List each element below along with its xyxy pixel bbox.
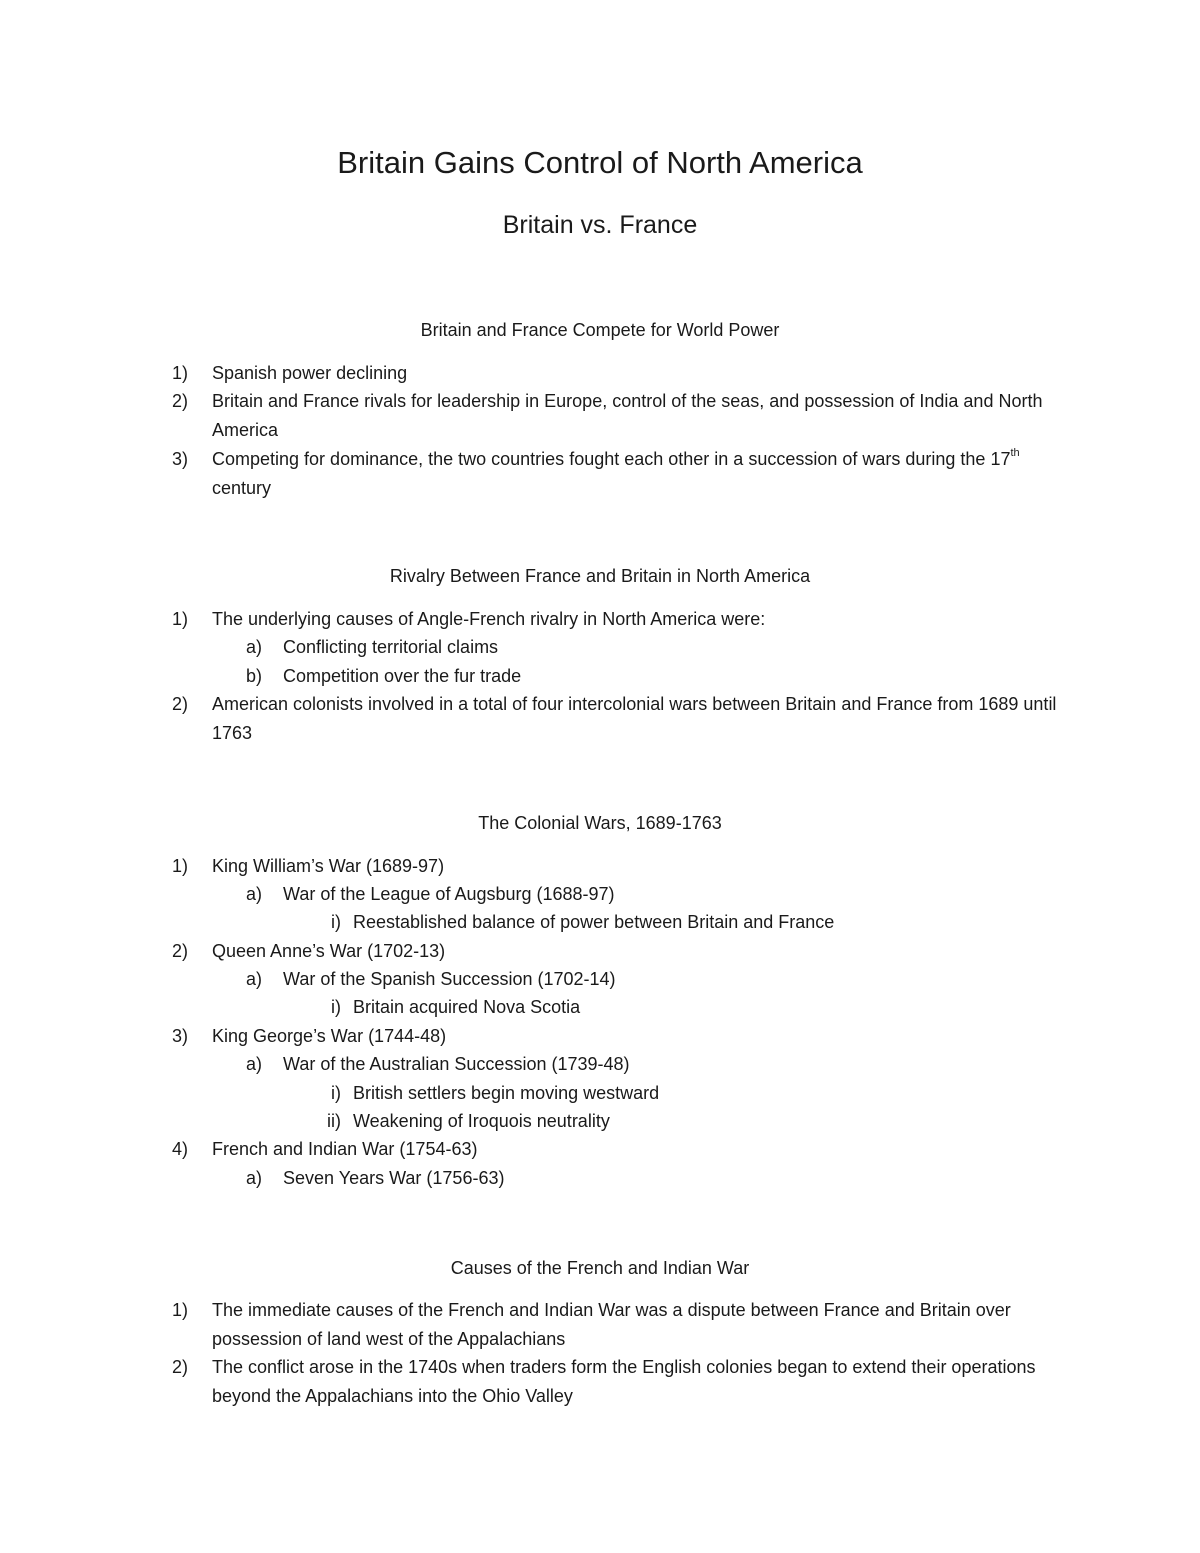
list-marker: i)	[331, 997, 341, 1017]
list-item-text: Britain acquired Nova Scotia	[353, 997, 581, 1017]
list-item-text: The immediate causes of the French and Indian War was a dispute between France and Britain over possession of land west of the Appalachians	[212, 1300, 1011, 1349]
list-marker: 1)	[172, 363, 189, 383]
list-item-text: French and Indian War (1754-63)	[212, 1139, 478, 1159]
section-heading: The Colonial Wars, 1689-1763	[478, 813, 722, 833]
list-item	[172, 387, 1072, 444]
list-marker: i)	[331, 1083, 341, 1103]
list-item-text-after: century	[212, 477, 272, 498]
list-marker: 2)	[172, 1357, 189, 1377]
list-item-text: War of the Australian Succession (1739-48)	[283, 1054, 630, 1074]
list-item-text: Seven Years War (1756-63)	[283, 1168, 505, 1188]
list-marker: 3)	[172, 1026, 189, 1046]
document-subtitle: Britain vs. France	[502, 211, 698, 239]
section-heading: Causes of the French and Indian War	[450, 1258, 750, 1278]
list-item	[172, 937, 1072, 966]
list-item-text: King George’s War (1744-48)	[212, 1026, 447, 1046]
list-item	[172, 445, 1072, 502]
list-item-text-before: Competing for dominance, the two countries fought each other in a succession of wars during the 17	[212, 449, 1011, 469]
list-item-text: Competition over the fur trade	[283, 666, 522, 686]
list-item-text: King William’s War (1689-97)	[212, 856, 445, 876]
list-item	[172, 359, 1072, 388]
list-item	[172, 1022, 1072, 1051]
list-item-text: Spanish power declining	[212, 363, 408, 383]
list-item	[172, 1135, 1072, 1164]
list-marker: 1)	[172, 1300, 189, 1320]
list-item	[172, 690, 1072, 747]
list-marker: a)	[246, 884, 263, 904]
list-item-text: War of the Spanish Succession (1702-14)	[283, 969, 616, 989]
list-item-text: Conflicting territorial claims	[283, 637, 499, 657]
list-item-text: The conflict arose in the 1740s when traders form the English colonies began to extend their operations beyond the Appalachians into the Ohio Valley	[212, 1357, 1036, 1406]
list-item	[246, 880, 1063, 909]
list-marker: ii)	[327, 1111, 341, 1131]
list-marker: i)	[331, 912, 341, 932]
list-marker: a)	[246, 637, 263, 657]
list-item	[331, 908, 1073, 937]
list-marker: a)	[246, 1168, 263, 1188]
list-item-text: Weakening of Iroquois neutrality	[353, 1111, 610, 1131]
list-item	[327, 1107, 1073, 1136]
list-item	[331, 993, 1073, 1022]
list-item-text: British settlers begin moving westward	[353, 1083, 660, 1103]
superscript: th	[1010, 447, 1020, 459]
list-item	[172, 1296, 1072, 1353]
list-item	[172, 1353, 1072, 1410]
list-item-text: Queen Anne’s War (1702-13)	[212, 941, 446, 961]
list-item	[172, 852, 1072, 881]
list-marker: b)	[246, 666, 263, 686]
list-item-text: Reestablished balance of power between Britain and France	[353, 912, 835, 932]
list-item-text: Britain and France rivals for leadership in Europe, control of the seas, and possession of India and North America	[212, 391, 1043, 440]
list-marker: 2)	[172, 941, 189, 961]
list-item-text: American colonists involved in a total of four intercolonial wars between Britain and France from 1689 until 1763	[212, 694, 1057, 743]
list-item	[246, 662, 1063, 691]
section-heading: Britain and France Compete for World Power	[420, 320, 780, 340]
list-item	[246, 965, 1063, 994]
list-marker: 4)	[172, 1139, 189, 1159]
list-marker: 2)	[172, 391, 189, 411]
list-marker: 2)	[172, 694, 189, 714]
list-item	[172, 605, 1072, 634]
list-marker: a)	[246, 1054, 263, 1074]
list-marker: 1)	[172, 609, 189, 629]
list-marker: 3)	[172, 449, 189, 469]
list-item	[246, 1164, 1063, 1193]
list-item	[246, 1050, 1063, 1079]
list-item-text: The underlying causes of Angle-French rivalry in North America were:	[212, 609, 766, 629]
list-item	[331, 1079, 1073, 1108]
section-heading: Rivalry Between France and Britain in North America	[389, 566, 811, 586]
list-marker: a)	[246, 969, 263, 989]
list-item	[246, 633, 1063, 662]
document-title: Britain Gains Control of North America	[337, 145, 863, 180]
list-marker: 1)	[172, 856, 189, 876]
list-item-text: War of the League of Augsburg (1688-97)	[283, 884, 615, 904]
